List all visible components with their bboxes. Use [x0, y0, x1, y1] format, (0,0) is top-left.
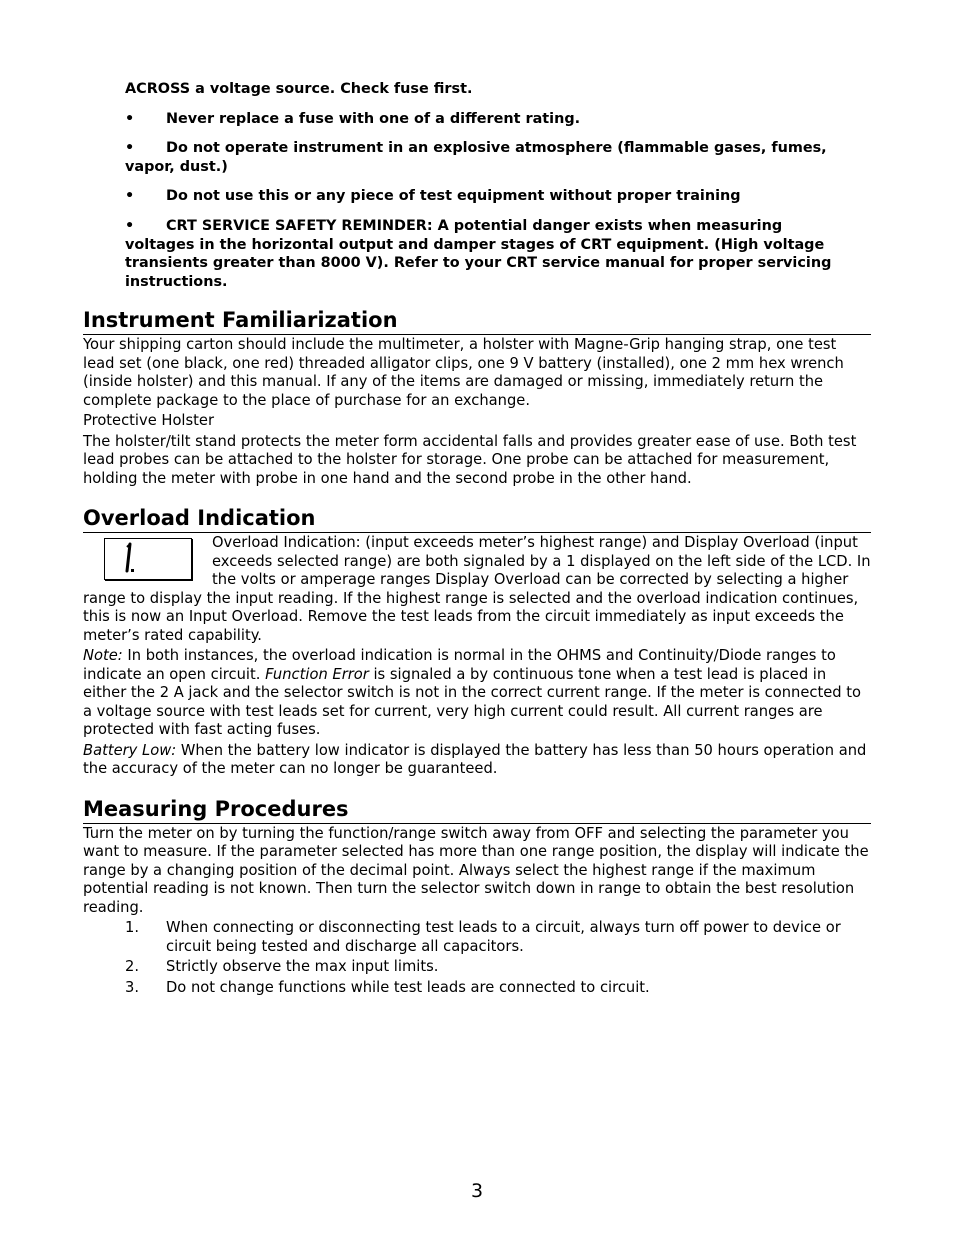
overload-body: [83, 533, 871, 779]
warning-item: • CRT SERVICE SAFETY REMINDER: A potential danger exists when measuring voltages in the horizontal output and damper stages of CRT equipment. (High voltage transients greater than 8000 V). Refer to your CRT service manual for proper servicing instructions.: [125, 217, 832, 290]
bullet-icon: •: [125, 110, 135, 127]
section-heading-familiarization: Instrument Familiarization: [83, 307, 871, 335]
lcd-overload-icon: [104, 538, 192, 580]
subheading: Protective Holster: [83, 412, 215, 430]
warning-item: • Never replace a fuse with one of a different rating.: [125, 110, 581, 127]
bullet-icon: •: [125, 140, 135, 157]
page-number: 3: [470, 1180, 484, 1202]
warning-item: • Do not use this or any piece of test equipment without proper training: [125, 188, 741, 205]
paragraph: Your shipping carton should include the multimeter, a holster with Magne-Grip hanging strap, one test lead set (one black, one red) threaded alligator clips, one 9 V battery (installed), one 2 mm hex wrench (inside holster) and this manual. If any of the items are damaged or missing, immediately return the complete package to the place of purchase for an exchange.: [83, 336, 844, 409]
list-item: 2. Strictly observe the max input limits.: [125, 958, 439, 976]
manual-page: [83, 0, 871, 999]
battery-paragraph: Battery Low: When the battery low indicator is displayed the battery has less than 50 hours operation and the accuracy of the meter can no longer be guaranteed.: [83, 741, 867, 778]
measuring-body: [83, 824, 871, 998]
paragraph: Overload Indication: (input exceeds meter’s highest range) and Display Overload (input exceeds selected range) are both signaled by a 1 displayed on the left side of the LCD. In the volts or amperage ranges Display Overload can be corrected by selecting a higher range to display the input reading. If the highest range is selected and the overload indication continues, this is now an Input Overload. Remove the test leads from the circuit immediately as input exceeds the meter’s rated capability.: [83, 534, 871, 644]
section-heading-overload: Overload Indication: [83, 505, 871, 533]
list-item: 3. Do not change functions while test leads are connected to circuit.: [125, 978, 650, 996]
lcd-digit-one-icon: [105, 539, 191, 579]
paragraph: The holster/tilt stand protects the meter form accidental falls and provides greater ease of use. Both test lead probes can be attached to the holster for storage. One probe can be attached for measurement, holding the meter with probe in one hand and the second probe in the other hand.: [83, 432, 857, 487]
section-heading-measuring: Measuring Procedures: [83, 796, 871, 824]
bullet-icon: •: [125, 217, 135, 234]
list-item: 1. When connecting or disconnecting test leads to a circuit, always turn off power to device or circuit being tested and discharge all capacitors.: [125, 919, 841, 955]
safety-warnings: [125, 0, 845, 291]
step-list: [83, 919, 871, 997]
bullet-icon: •: [125, 188, 135, 205]
note-paragraph: Note: In both instances, the overload indication is normal in the OHMS and Continuity/Diode ranges to indicate an open circuit. Function Error is signaled a by continuous tone when a test lead is placed in either the 2 A jack and the selector switch is not in the correct current range. If the meter is connected to a voltage source with test leads set for current, very high current could result. All current ranges are protected with fast acting fuses.: [83, 647, 861, 739]
familiarization-body: [83, 335, 871, 488]
warning-continuation: ACROSS a voltage source. Check fuse first.: [125, 81, 473, 97]
paragraph: Turn the meter on by turning the function/range switch away from OFF and selecting the parameter you want to measure. If the parameter selected has more than one range position, the display will indicate the range by a changing position of the decimal point. Always select the highest range if the maximum potential reading is not known. Then turn the selector switch down in range to obtain the best resolution reading.: [83, 824, 869, 916]
warning-item: • Do not operate instrument in an explosive atmosphere (flammable gases, fumes, vapor, dust.): [125, 140, 827, 175]
